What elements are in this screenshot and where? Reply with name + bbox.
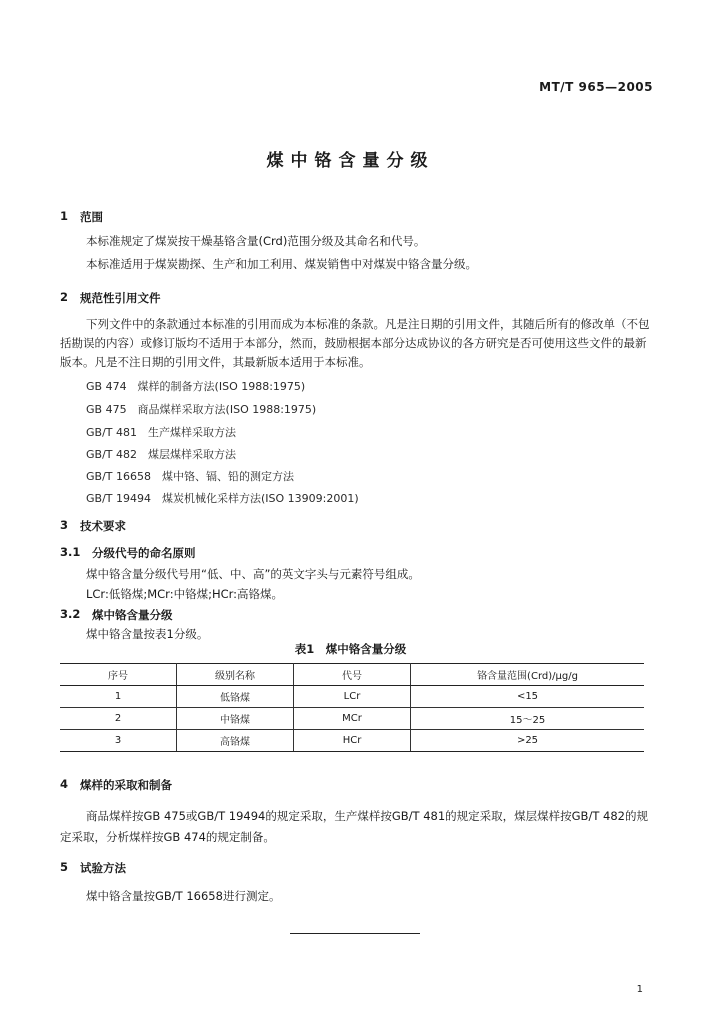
table-row [60,730,644,752]
section-1-paragraph-2: 本标准适用于煤炭勘探、生产和加工利用、煤炭销售中对煤炭中铬含量分级。 [86,257,477,271]
section-4-heading: 煤样的采取和制备 [80,778,172,792]
reference-item: GB/T 482 煤层煤样采取方法 [86,448,236,461]
table-cell: HCr [294,730,411,752]
section-1-paragraph-1: 本标准规定了煤炭按干燥基铬含量(Crd)范围分级及其命名和代号。 [86,234,426,248]
section-3-1-paragraph-1: 煤中铬含量分级代号用“低、中、高”的英文字头与元素符号组成。 [86,567,420,581]
reference-item: GB/T 16658 煤中铬、镉、铅的测定方法 [86,470,294,483]
table-cell: 1 [60,686,177,708]
section-3-2-heading: 煤中铬含量分级 [92,608,173,622]
table-header-cell: 序号 [60,664,177,686]
table-caption: 表1 煤中铬含量分级 [294,642,407,656]
table-cell: 15～25 [411,708,645,730]
reference-item: GB 475 商品煤样采取方法(ISO 1988:1975) [86,403,317,416]
table-cell: 高铬煤 [177,730,294,752]
section-5-paragraph: 煤中铬含量按GB/T 16658进行测定。 [86,889,281,903]
reference-item: GB/T 19494 煤炭机械化采样方法(ISO 13909:2001) [86,492,359,505]
section-1-heading: 范围 [80,210,103,224]
section-3-1-heading: 分级代号的命名原则 [92,546,196,560]
reference-item: GB 474 煤样的制备方法(ISO 1988:1975) [86,380,306,393]
section-2-heading: 规范性引用文件 [80,291,161,305]
section-3-1-number: 3.1 [60,545,81,559]
section-2-number: 2 [60,290,69,304]
table-cell: MCr [294,708,411,730]
section-1-number: 1 [60,209,69,223]
section-4-paragraph: 商品煤样按GB 475或GB/T 19494的规定采取，生产煤样按GB/T 481的规定采取，煤层煤样按GB/T 482的规定采取，分析煤样按GB 474的规定制备。 [60,809,648,844]
table-cell: 2 [60,708,177,730]
section-2-paragraph: 下列文件中的条款通过本标准的引用而成为本标准的条款。凡是注日期的引用文件，其随后所有的修改单（不包括勘误的内容）或修订版均不适用于本部分，然而，鼓励根据本部分达成协议的各方研究是否可使用这些文件的最新版本。凡是不注日期的引用文件，其最新版本适用于本标准。 [60,317,650,369]
table-header-cell: 级别名称 [177,664,294,686]
end-rule [290,933,420,934]
section-5-number: 5 [60,860,69,874]
section-4-number: 4 [60,777,69,791]
table-cell: <15 [411,686,645,708]
table-cell: >25 [411,730,645,752]
table-cell: 中铬煤 [177,708,294,730]
chromium-grading-table [60,663,644,752]
reference-item: GB/T 481 生产煤样采取方法 [86,426,236,439]
section-3-2-number: 3.2 [60,607,81,621]
table-row [60,686,644,708]
table-cell: LCr [294,686,411,708]
table-header-row [60,664,644,686]
section-3-number: 3 [60,518,69,532]
table-header-cell: 铬含量范围(Crd)/μg/g [411,664,645,686]
section-3-heading: 技术要求 [80,519,126,533]
table-cell: 3 [60,730,177,752]
standard-number: MT/T 965—2005 [539,80,653,94]
section-5-heading: 试验方法 [80,861,126,875]
table-header-cell: 代号 [294,664,411,686]
section-3-2-paragraph: 煤中铬含量按表1分级。 [86,627,209,641]
page-number: 1 [636,984,643,995]
section-3-1-paragraph-2: LCr:低铬煤;MCr:中铬煤;HCr:高铬煤。 [86,587,284,601]
document-title: 煤中铬含量分级 [266,151,435,171]
table-cell: 低铬煤 [177,686,294,708]
table-row [60,708,644,730]
